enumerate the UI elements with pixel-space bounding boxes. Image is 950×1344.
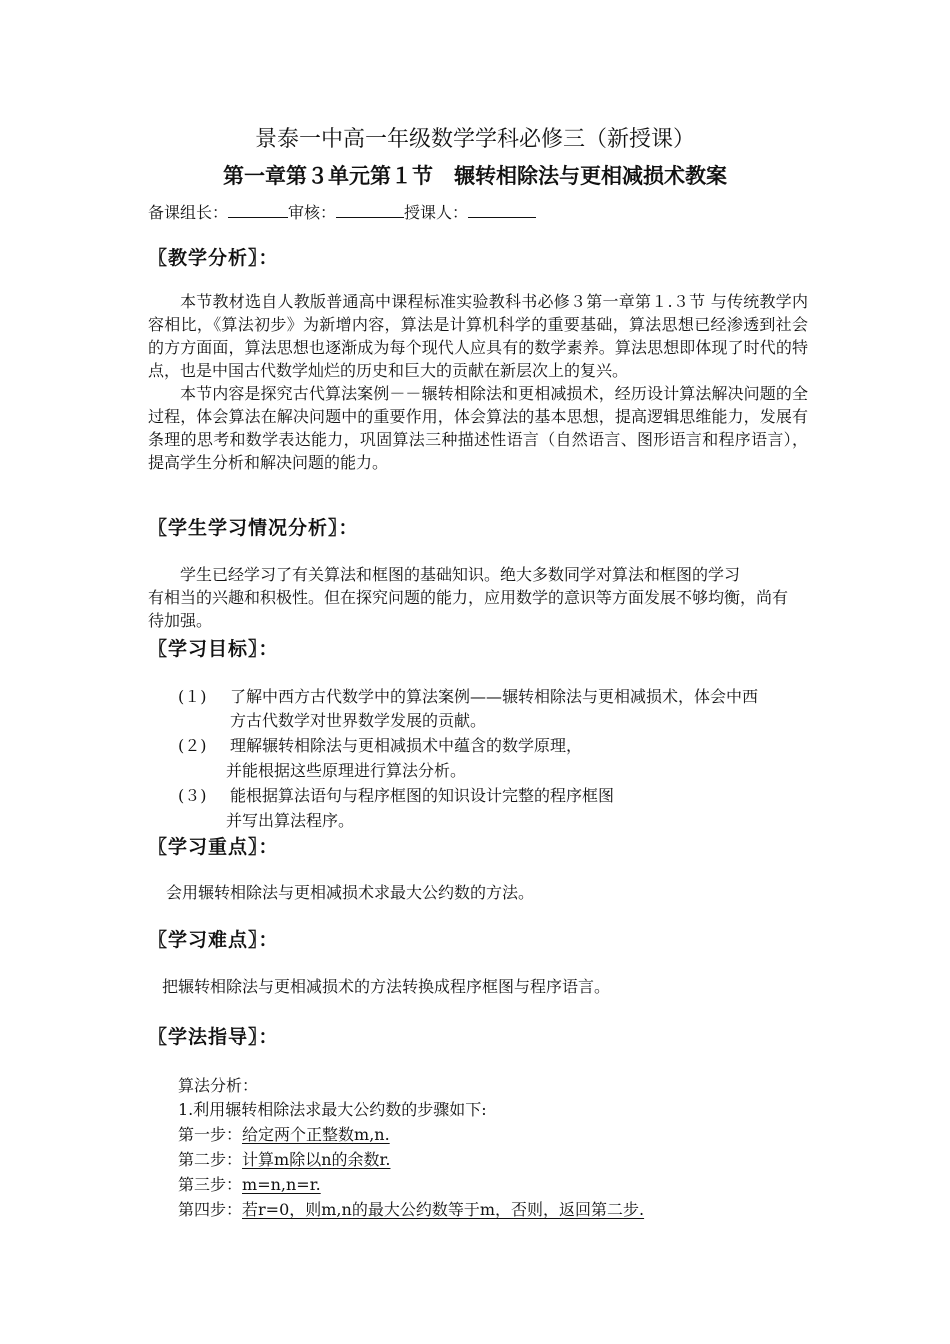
method-guide-intro: 算法分析： — [178, 1076, 259, 1095]
student-analysis-line: 有相当的兴趣和积极性。但在探究问题的能力，应用数学的意识等方面发展不够均衡，尚有 — [148, 588, 789, 607]
method-step — [178, 1172, 321, 1195]
heading-method-guide: 〖学法指导〗： — [148, 1026, 279, 1048]
heading-difficulties: 〖学习难点〗： — [148, 929, 279, 951]
teacher-blank — [468, 203, 536, 218]
step-text: 若r=0，则m,n的最大公约数等于m，否则，返回第二步. — [242, 1200, 645, 1219]
objective-number: (３) — [178, 786, 207, 805]
group-leader-blank — [228, 203, 288, 218]
heading-key-points: 〖学习重点〗： — [148, 836, 279, 858]
objective-number: (１) — [178, 687, 207, 706]
step-label: 第二步： — [178, 1150, 243, 1169]
prep-meta-line — [148, 200, 536, 223]
teacher-label: 授课人： — [404, 203, 469, 222]
step-text: m=n,n=r. — [242, 1175, 321, 1194]
method-step — [178, 1197, 644, 1220]
difficulties-text: 把辗转相除法与更相减损术的方法转换成程序框图与程序语言。 — [162, 977, 611, 996]
teaching-analysis-paragraph: 本节教材选自人教版普通高中课程标准实验教科书必修３第一章第１.３节 与传统教学内容相比，《算法初步》为新增内容，算法是计算机科学的重要基础，算法思想已经渗透到社会的方方面面，算法思想也逐渐成为每个现代人应具有的数学素养。算法思想即体现了时代的特点，也是中国古代数学灿烂的历史和巨大的贡献在新层次上的复兴。 — [148, 292, 808, 380]
objective-text: 能根据算法语句与程序框图的知识设计完整的程序框图 — [230, 786, 615, 805]
step-label: 第一步： — [178, 1125, 243, 1144]
document-subtitle: 第一章第３单元第１节 辗转相除法与更相减损术教案 — [223, 163, 727, 188]
heading-teaching-analysis: 〖教学分析〗： — [148, 247, 279, 269]
heading-learning-objectives: 〖学习目标〗： — [148, 638, 279, 660]
heading-student-analysis: 〖学生学习情况分析〗： — [148, 517, 359, 539]
method-step-title: 1.利用辗转相除法求最大公约数的步骤如下: — [178, 1100, 487, 1119]
key-points-text: 会用辗转相除法与更相减损术求最大公约数的方法。 — [166, 883, 535, 902]
step-label: 第四步： — [178, 1200, 243, 1219]
reviewer-label: 审核： — [288, 203, 337, 222]
step-text: 给定两个正整数m,n. — [242, 1125, 390, 1144]
step-text: 计算m除以n的余数r. — [242, 1150, 391, 1169]
objective-text: 并写出算法程序。 — [226, 811, 355, 830]
objective-number: (２) — [178, 736, 207, 755]
group-leader-label: 备课组长： — [148, 203, 229, 222]
method-step — [178, 1122, 390, 1145]
objective-text: 了解中西方古代数学中的算法案例——辗转相除法与更相减损术，体会中西 — [230, 687, 759, 706]
objective-text: 方古代数学对世界数学发展的贡献。 — [230, 711, 487, 730]
reviewer-blank — [336, 203, 404, 218]
document-title: 景泰一中高一年级数学学科必修三（新授课） — [254, 127, 695, 152]
objective-text: 理解辗转相除法与更相减损术中蕴含的数学原理， — [230, 736, 583, 755]
method-step — [178, 1147, 390, 1170]
student-analysis-line: 待加强。 — [148, 611, 213, 630]
teaching-analysis-body — [148, 290, 808, 474]
objective-text: 并能根据这些原理进行算法分析。 — [226, 761, 467, 780]
step-label: 第三步： — [178, 1175, 243, 1194]
student-analysis-line: 学生已经学习了有关算法和框图的基础知识。绝大多数同学对算法和框图的学习 — [180, 565, 741, 584]
teaching-analysis-paragraph: 本节内容是探究古代算法案例－－辗转相除法和更相减损术，经历设计算法解决问题的全过程，体会算法在解决问题中的重要作用，体会算法的基本思想，提高逻辑思维能力，发展有条理的思考和数学表达能力，巩固算法三种描述性语言（自然语言、图形语言和程序语言），提高学生分析和解决问题的能力。 — [148, 384, 808, 472]
